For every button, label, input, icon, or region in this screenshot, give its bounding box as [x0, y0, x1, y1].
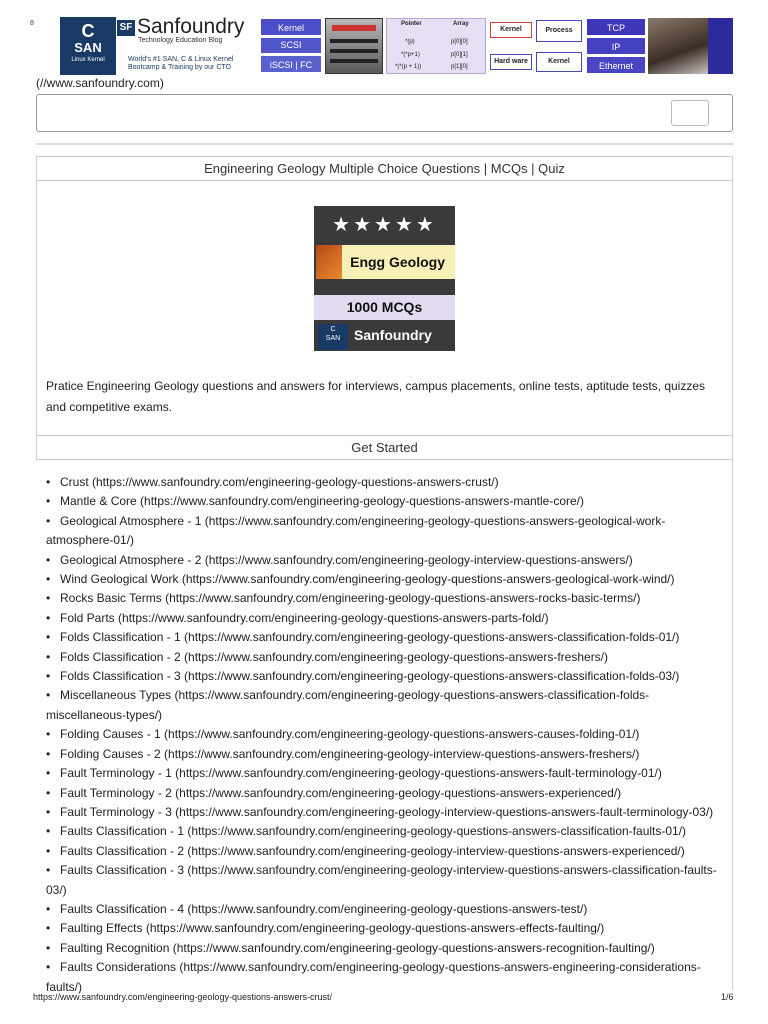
mini-logo-c: C: [330, 326, 336, 333]
cover-brand-strip: [314, 320, 455, 351]
brand-tagline: World's #1 SAN, C & Linux Kernel Bootcamp & Training by our CTO: [128, 56, 234, 71]
brand-name[interactable]: Sanfoundry: [137, 15, 245, 38]
nav-kernel[interactable]: Kernel: [260, 18, 322, 36]
topic-link[interactable]: • Fault Terminology - 1 (https://www.sanfoundry.com/engineering-geology-questions-answers-fault-terminology-01/): [46, 764, 728, 783]
ptr-cell: p[1][0]: [451, 64, 468, 70]
logo-letter: C: [81, 21, 95, 41]
topic-link[interactable]: • Faulting Effects (https://www.sanfoundry.com/engineering-geology-questions-answers-effects-faulting/): [46, 919, 728, 938]
topic-link[interactable]: • Folds Classification - 1 (https://www.sanfoundry.com/engineering-geology-questions-answers-classification-folds-01/): [46, 628, 728, 647]
diagram-hardware-box: Hard ware: [490, 54, 532, 70]
topic-link[interactable]: • Faults Considerations (https://www.sanfoundry.com/engineering-geology-questions-answers-engineering-considerations-faults/): [46, 958, 728, 997]
diagram-process-box: Process: [536, 20, 582, 42]
topic-list: [46, 473, 728, 997]
book-cover-image[interactable]: [314, 206, 455, 351]
ptr-cell: p[0][1]: [451, 52, 468, 58]
ptr-header-pointer: Pointer: [401, 21, 422, 27]
topic-link[interactable]: • Folds Classification - 2 (https://www.sanfoundry.com/engineering-geology-questions-answers-freshers/): [46, 648, 728, 667]
footer-url: https://www.sanfoundry.com/engineering-geology-questions-answers-crust/: [33, 992, 332, 1002]
topic-link[interactable]: • Fault Terminology - 3 (https://www.sanfoundry.com/engineering-geology-interview-questions-answers-fault-terminology-03/): [46, 803, 728, 822]
topic-link[interactable]: • Crust (https://www.sanfoundry.com/engineering-geology-questions-answers-crust/): [46, 473, 728, 492]
nav-ethernet[interactable]: Ethernet: [586, 56, 646, 74]
pointer-array-table: [386, 18, 486, 74]
rock-thumbnail: [316, 245, 342, 279]
topic-link[interactable]: • Faults Classification - 2 (https://www.sanfoundry.com/engineering-geology-interview-questions-answers-experienced/): [46, 842, 728, 861]
site-url[interactable]: (//www.sanfoundry.com): [36, 76, 164, 90]
ptr-cell: *(*(p + 1)): [395, 64, 422, 70]
topic-link[interactable]: • Geological Atmosphere - 1 (https://www.sanfoundry.com/engineering-geology-questions-answers-geological-work-atmosphere-01/): [46, 512, 728, 551]
topic-link[interactable]: • Folding Causes - 1 (https://www.sanfoundry.com/engineering-geology-questions-answers-causes-folding-01/): [46, 725, 728, 744]
topic-link[interactable]: • Faults Classification - 3 (https://www.sanfoundry.com/engineering-geology-interview-questions-answers-classification-faults-03/): [46, 861, 728, 900]
get-started-heading: Get Started: [36, 435, 733, 460]
ptr-cell: *(*p+1): [401, 52, 420, 58]
ptr-header-array: Array: [453, 21, 469, 27]
diagram-kernel-box-2: Kernel: [536, 52, 582, 72]
topic-link[interactable]: • Miscellaneous Types (https://www.sanfoundry.com/engineering-geology-questions-answers-classification-folds-miscellaneous-types/): [46, 686, 728, 725]
topic-link[interactable]: • Geological Atmosphere - 2 (https://www.sanfoundry.com/engineering-geology-interview-questions-answers/): [46, 551, 728, 570]
page-title: Engineering Geology Multiple Choice Questions | MCQs | Quiz: [36, 156, 733, 181]
footer-page-number: 1/6: [721, 992, 734, 1002]
divider: [36, 143, 733, 145]
topic-link[interactable]: • Folding Causes - 2 (https://www.sanfoundry.com/engineering-geology-interview-questions-answers-freshers/): [46, 745, 728, 764]
banner-edge: [708, 18, 733, 74]
logo-linux-kernel: Linux Kernel: [71, 57, 105, 63]
mini-logo-san: SAN: [325, 335, 341, 342]
storage-hardware-image: [325, 18, 383, 74]
logo-san: SAN: [74, 40, 102, 55]
topic-link[interactable]: • Faults Classification - 1 (https://www.sanfoundry.com/engineering-geology-questions-answers-classification-faults-01/): [46, 822, 728, 841]
cover-title-text: Engg Geology: [350, 254, 445, 270]
cover-mini-logo: [318, 324, 348, 350]
topic-link[interactable]: • Folds Classification - 3 (https://www.sanfoundry.com/engineering-geology-questions-answers-classification-folds-03/): [46, 667, 728, 686]
brand-subtitle: Technology Education Blog: [138, 37, 223, 44]
intro-text: Pratice Engineering Geology questions and answers for interviews, campus placements, online tests, aptitude tests, quizzes and competitive exams.: [46, 379, 706, 414]
cover-mcq-count: 1000 MCQs: [314, 295, 455, 320]
nav-scsi[interactable]: SCSI: [260, 37, 322, 54]
topic-link[interactable]: • Mantle & Core (https://www.sanfoundry.com/engineering-geology-questions-answers-mantle-core/): [46, 492, 728, 511]
nav-iscsi-fc[interactable]: iSCSI | FC: [260, 55, 322, 73]
cover-title: [316, 245, 455, 279]
rating-stars-icon: ★★★★★: [332, 214, 437, 236]
page-corner-number: 8: [30, 20, 34, 27]
csan-logo[interactable]: [60, 17, 116, 75]
topic-link[interactable]: • Fault Terminology - 2 (https://www.sanfoundry.com/engineering-geology-questions-answers-experienced/): [46, 784, 728, 803]
topic-link[interactable]: • Fold Parts (https://www.sanfoundry.com/engineering-geology-questions-answers-parts-fold/): [46, 609, 728, 628]
cto-avatar: [648, 18, 708, 74]
topic-link[interactable]: • Wind Geological Work (https://www.sanfoundry.com/engineering-geology-questions-answers-geological-work-wind/): [46, 570, 728, 589]
ptr-cell: *(p): [405, 39, 415, 45]
search-button[interactable]: [671, 100, 709, 126]
cover-brand: Sanfoundry: [354, 327, 432, 343]
panel-border: [732, 460, 733, 990]
sf-badge-icon: SF: [117, 20, 135, 36]
nav-tcp[interactable]: TCP: [586, 18, 646, 36]
ptr-cell: p[0][0]: [451, 39, 468, 45]
topic-link[interactable]: • Faults Classification - 4 (https://www.sanfoundry.com/engineering-geology-questions-answers-test/): [46, 900, 728, 919]
search-input[interactable]: [36, 94, 733, 132]
topic-link[interactable]: • Faulting Recognition (https://www.sanfoundry.com/engineering-geology-questions-answers-recognition-faulting/): [46, 939, 728, 958]
diagram-kernel-box: Kernel: [490, 22, 532, 38]
nav-ip[interactable]: IP: [586, 37, 646, 55]
topic-link[interactable]: • Rocks Basic Terms (https://www.sanfoundry.com/engineering-geology-questions-answers-rocks-basic-terms/): [46, 589, 728, 608]
